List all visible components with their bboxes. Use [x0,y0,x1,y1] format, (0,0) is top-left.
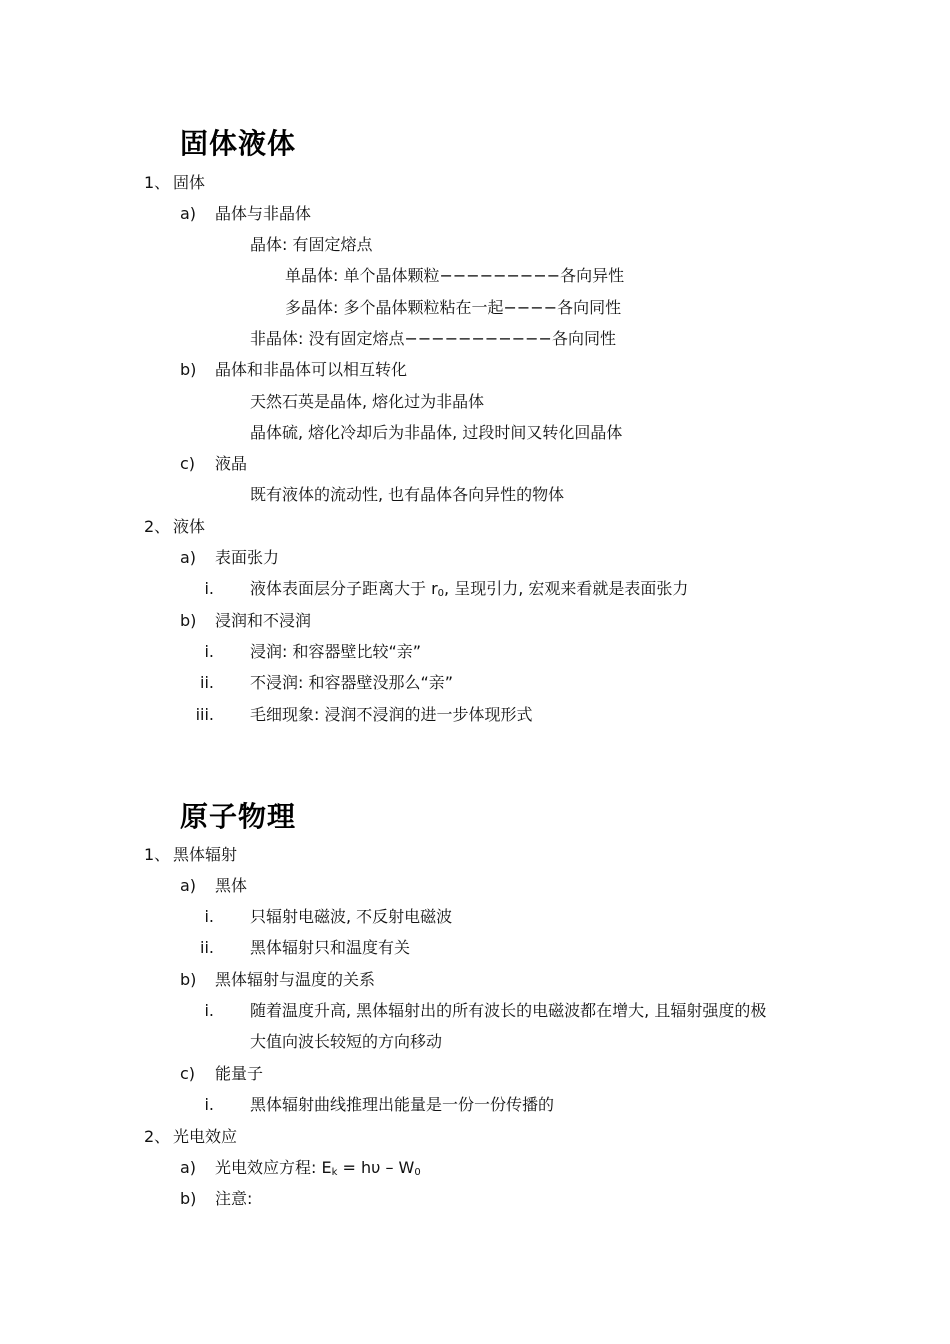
list-item-wetting: 浸润和不浸润 [215,611,312,630]
text-line: 晶体: 有固定熔点 [250,235,373,254]
text-line: 不浸润: 和容器壁没那么“亲” [250,673,454,692]
text-line: 黑体辐射曲线推理出能量是一份一份传播的 [250,1095,555,1114]
list-item-photoelectric: 光电效应 [173,1127,238,1146]
list-marker: b) [180,611,197,630]
list-item-note: 注意: [215,1189,253,1208]
section-title-solid-liquid: 固体液体 [180,127,297,160]
list-item-liquid-crystal: 液晶 [215,454,248,473]
list-marker: ii. [200,673,214,692]
list-marker: a) [180,1158,197,1177]
list-marker: 1、 [144,173,171,192]
list-item-blackbody-radiation: 黑体辐射 [173,845,238,864]
list-item-surface-tension: 表面张力 [215,548,280,567]
list-marker: i. [204,1001,214,1020]
list-marker: 1、 [144,845,171,864]
list-marker: i. [204,579,214,598]
list-item-temperature-relation: 黑体辐射与温度的关系 [215,970,376,989]
text-line: 浸润: 和容器壁比较“亲” [250,642,422,661]
list-marker: 2、 [144,517,171,536]
list-item-conversion: 晶体和非晶体可以相互转化 [215,360,408,379]
text-line: 大值向波长较短的方向移动 [250,1032,443,1051]
list-marker: i. [204,907,214,926]
text-line: 晶体硫, 熔化冷却后为非晶体, 过段时间又转化回晶体 [250,423,623,442]
list-marker: a) [180,876,197,895]
text-segment: 光电效应方程: E [215,1158,332,1177]
list-item-solid: 固体 [173,173,206,192]
text-line: 单晶体: 单个晶体颗粒−−−−−−−−−各向异性 [285,266,625,285]
text-segment: 液体表面层分子距离大于 r [250,579,438,598]
list-marker: i. [204,1095,214,1114]
text-segment: , 呈现引力, 宏观来看就是表面张力 [444,579,689,598]
text-line: 只辐射电磁波, 不反射电磁波 [250,907,453,926]
list-marker: ii. [200,938,214,957]
list-item-energy-quantum: 能量子 [215,1064,264,1083]
list-marker: c) [180,1064,196,1083]
text-line: 随着温度升高, 黑体辐射出的所有波长的电磁波都在增大, 且辐射强度的极 [250,1001,767,1020]
text-line: 天然石英是晶体, 熔化过为非晶体 [250,392,485,411]
section-title-atomic-physics: 原子物理 [180,800,297,833]
list-marker: b) [180,360,197,379]
list-marker: i. [204,642,214,661]
text-line-surface-tension [250,579,688,604]
subscript: 0 [437,588,445,599]
photoelectric-equation [215,1158,421,1183]
list-marker: a) [180,548,197,567]
text-segment: = hυ – W [337,1158,415,1177]
subscript: 0 [414,1167,421,1178]
text-line: 毛细现象: 浸润不浸润的进一步体现形式 [250,705,533,724]
list-item-crystal: 晶体与非晶体 [215,204,312,223]
list-marker: c) [180,454,196,473]
list-marker: b) [180,970,197,989]
list-item-blackbody: 黑体 [215,876,248,895]
subscript: k [331,1167,338,1178]
text-line: 非晶体: 没有固定熔点−−−−−−−−−−−各向同性 [250,329,616,348]
list-marker: b) [180,1189,197,1208]
list-marker: iii. [195,705,214,724]
text-line: 黑体辐射只和温度有关 [250,938,411,957]
text-line: 多晶体: 多个晶体颗粒粘在一起−−−−各向同性 [285,298,622,317]
text-line: 既有液体的流动性, 也有晶体各向异性的物体 [250,485,565,504]
list-item-liquid: 液体 [173,517,206,536]
list-marker: 2、 [144,1127,171,1146]
list-marker: a) [180,204,197,223]
